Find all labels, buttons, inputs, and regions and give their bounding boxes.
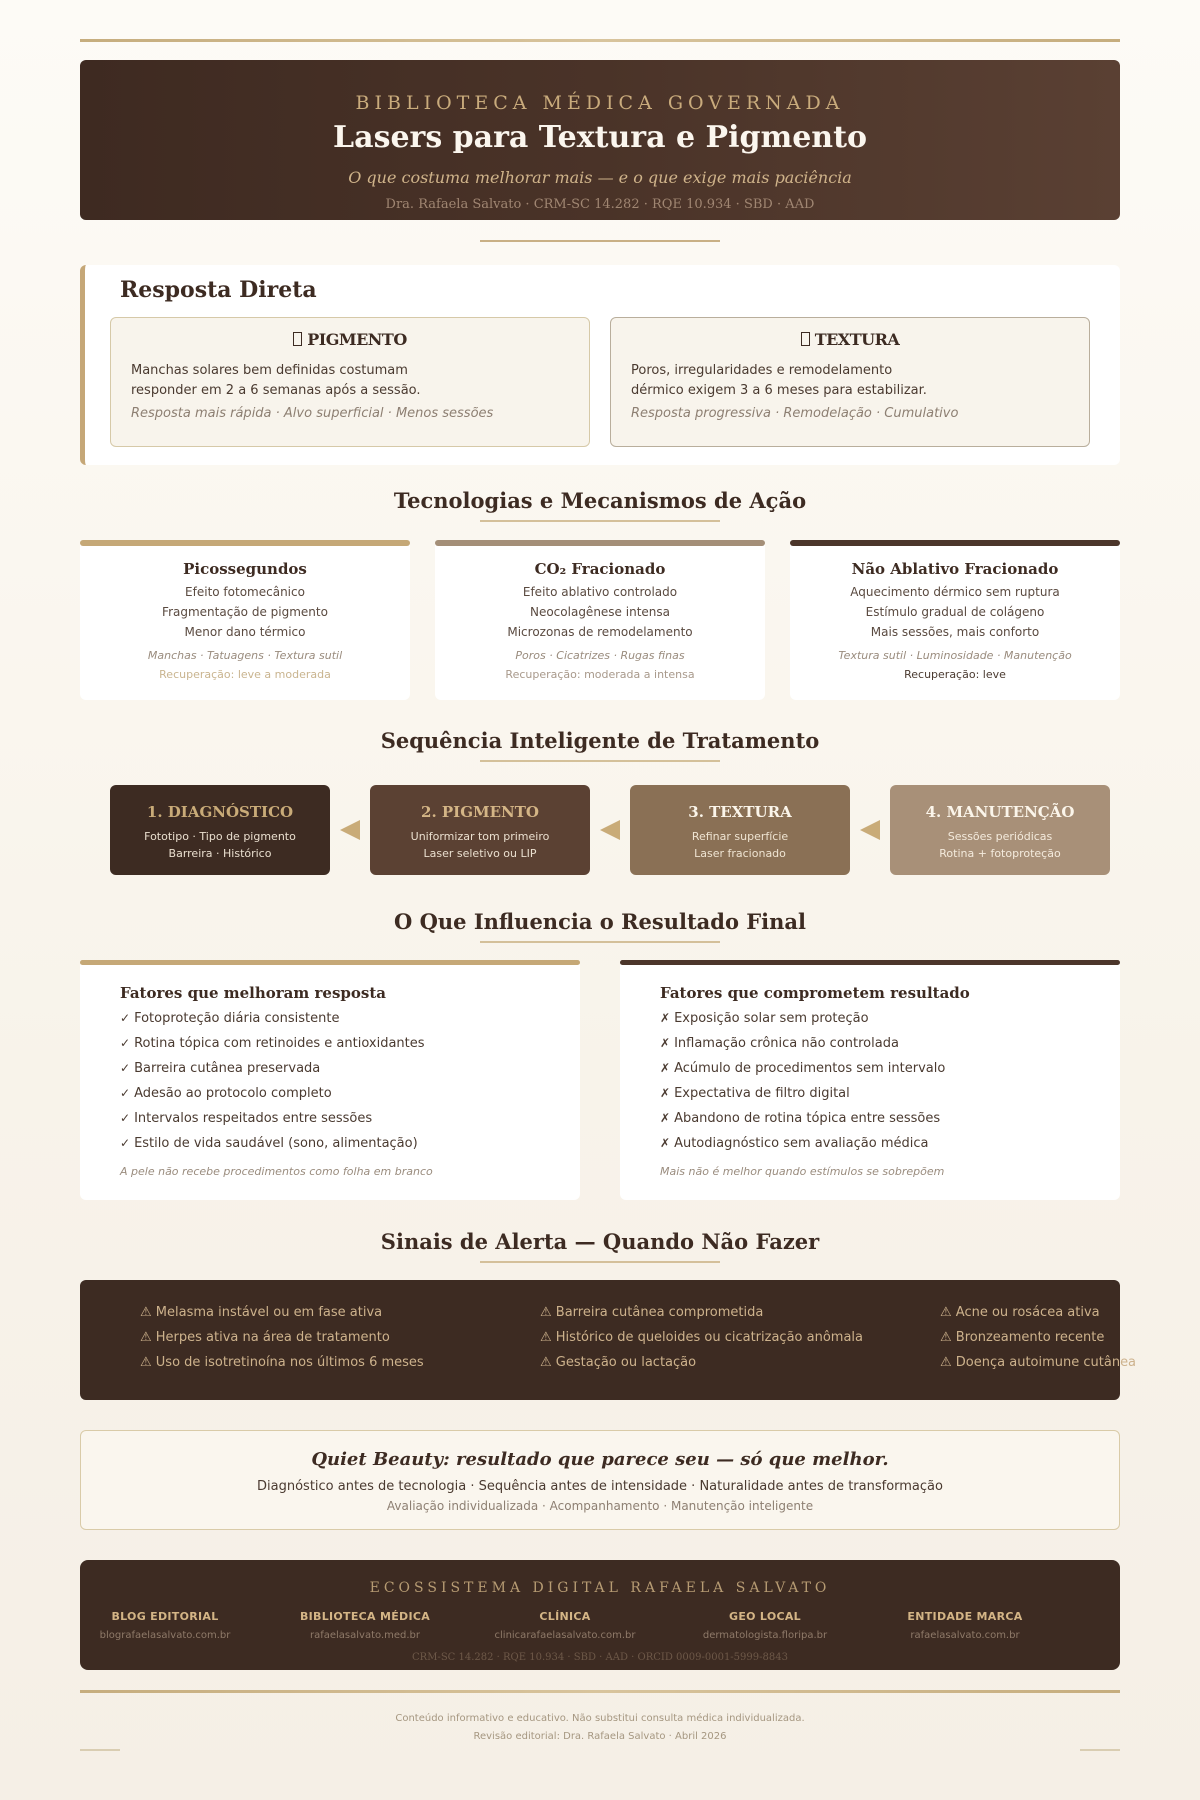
tech-card-mechanisms: [435, 582, 765, 642]
step-detail-line: Barreira · Histórico: [168, 847, 272, 860]
quiet-beauty-services: Avaliação individualizada · Acompanhamento · Manutenção inteligente: [386, 1499, 814, 1513]
negative-factor-list: [660, 1006, 1080, 1156]
factor-accent-bar: [80, 960, 580, 965]
step-detail-line: Laser seletivo ou LIP: [423, 847, 537, 860]
eco-link-biblioteca[interactable]: [265, 1610, 465, 1641]
hero-eyebrow: BIBLIOTECA MÉDICA GOVERNADA: [355, 92, 845, 114]
eco-link-label: BLOG EDITORIAL: [111, 1610, 219, 1623]
answer-card-heading: [631, 330, 1069, 349]
influences-title: O Que Influencia o Resultado Final: [393, 909, 807, 934]
factor-title: Fatores que comprometem resultado: [660, 984, 970, 1002]
tech-card-indications: Textura sutil · Luminosidade · Manutenção: [838, 649, 1072, 662]
step-title: 1. DIAGNÓSTICO: [146, 803, 294, 821]
answer-card-body: [631, 361, 1069, 401]
ecosystem-credentials: CRM-SC 14.282 · RQE 10.934 · SBD · AAD · ORCID 0009-0001-5999-8843: [412, 1652, 788, 1663]
factor-text: Inflamação crônica não controlada: [674, 1036, 899, 1051]
step-title: 2. PIGMENTO: [421, 803, 539, 821]
tech-card-name: Picossegundos: [183, 560, 307, 578]
hero-banner: [80, 60, 1120, 220]
arrow-left-icon: [600, 820, 620, 840]
step-details: [890, 828, 1110, 862]
revision-text: Revisão editorial: Dra. Rafaela Salvato · Abril 2026: [473, 1731, 727, 1742]
page-title: Lasers para Textura e Pigmento: [333, 120, 867, 155]
mechanism-line: Menor dano térmico: [184, 625, 306, 639]
list-item: [660, 1131, 1080, 1156]
step-details: [370, 828, 590, 862]
tech-card-mechanisms: [790, 582, 1120, 642]
mechanism-line: Efeito fotomecânico: [185, 585, 305, 599]
tech-card-name: CO₂ Fracionado: [534, 560, 666, 578]
corner-divider-left: [80, 1749, 120, 1751]
tech-card-indications: Poros · Cicatrizes · Rugas finas: [515, 649, 685, 662]
step-details: [110, 828, 330, 862]
tech-card-recovery: Recuperação: leve: [904, 668, 1006, 681]
factor-text: Intervalos respeitados entre sessões: [134, 1111, 373, 1126]
factor-text: Rotina tópica com retinoides e antioxidantes: [134, 1036, 425, 1051]
answer-card-pigmento: [110, 317, 590, 447]
alert-item: ⚠ Barreira cutânea comprometida: [540, 1305, 764, 1320]
quiet-beauty-title: Quiet Beauty: resultado que parece seu — só que melhor.: [311, 1449, 889, 1470]
answer-body-line: dérmico exigem 3 a 6 meses para estabilizar.: [631, 383, 927, 398]
disclaimer: [80, 1710, 1120, 1746]
section-divider: [480, 941, 720, 943]
quiet-beauty-banner: [80, 1430, 1120, 1530]
positive-factors-card: [80, 960, 580, 1200]
ecosystem-footer: [80, 1560, 1120, 1670]
check-icon: ✓: [120, 1011, 131, 1025]
alerts-panel: [80, 1280, 1137, 1400]
check-icon: ✓: [120, 1086, 131, 1100]
check-icon: ✓: [120, 1061, 131, 1075]
corner-divider-right: [1080, 1749, 1120, 1751]
section-divider: [480, 1261, 720, 1263]
factor-text: Fotoproteção diária consistente: [134, 1011, 340, 1026]
hero-divider: [480, 240, 720, 242]
tech-card-accent-bar: [435, 540, 765, 546]
sequence-title: Sequência Inteligente de Tratamento: [380, 728, 820, 753]
list-item: [660, 1031, 1080, 1056]
alert-item: ⚠ Histórico de queloides ou cicatrização anômala: [540, 1330, 864, 1345]
answer-body-line: responder em 2 a 6 semanas após a sessão.: [131, 383, 421, 398]
tech-card-name: Não Ablativo Fracionado: [851, 560, 1059, 578]
alert-item: ⚠ Gestação ou lactação: [540, 1355, 697, 1370]
bottom-divider: [80, 1690, 1120, 1693]
eco-link-blog[interactable]: [65, 1610, 265, 1641]
step-detail-line: Rotina + fotoproteção: [939, 847, 1061, 860]
negative-factors-card: [620, 960, 1120, 1200]
check-icon: ✓: [120, 1111, 131, 1125]
quiet-beauty-principles: Diagnóstico antes de tecnologia · Sequência antes de intensidade · Naturalidade antes de transformação: [257, 1479, 943, 1494]
mechanism-line: Neocolagênese intensa: [529, 605, 670, 619]
step-detail-line: Refinar superfície: [691, 830, 789, 843]
list-item: [120, 1081, 540, 1106]
tech-card-accent-bar: [80, 540, 410, 546]
answer-card-heading-label: PIGMENTO: [307, 330, 407, 349]
answer-body-line: Manchas solares bem definidas costumam: [131, 363, 408, 378]
check-icon: ✓: [120, 1136, 131, 1150]
missing-glyph-icon: [801, 332, 810, 346]
list-item: [660, 1056, 1080, 1081]
answer-card-tags: Resposta progressiva · Remodelação · Cumulativo: [631, 406, 959, 421]
factor-title: Fatores que melhoram resposta: [120, 984, 386, 1002]
answer-body-line: Poros, irregularidades e remodelamento: [631, 363, 893, 378]
tech-card-accent-bar: [790, 540, 1120, 546]
answer-card-tags: Resposta mais rápida · Alvo superficial · Menos sessões: [131, 406, 494, 421]
step-diagnostico: [110, 785, 330, 875]
list-item: [120, 1006, 540, 1031]
mechanism-line: Aquecimento dérmico sem ruptura: [850, 585, 1060, 599]
step-detail-line: Laser fracionado: [694, 847, 786, 860]
positive-factor-list: [120, 1006, 540, 1156]
tech-card-indications: Manchas · Tatuagens · Textura sutil: [147, 649, 343, 662]
step-textura: [630, 785, 850, 875]
list-item: [660, 1081, 1080, 1106]
top-divider: [80, 39, 1120, 42]
answer-card-textura: [610, 317, 1090, 447]
alerts-title: Sinais de Alerta — Quando Não Fazer: [380, 1229, 820, 1254]
tech-card-recovery: Recuperação: moderada a intensa: [505, 668, 695, 681]
alert-item: ⚠ Bronzeamento recente: [940, 1330, 1105, 1345]
eco-link-label: BIBLIOTECA MÉDICA: [299, 1610, 431, 1623]
alert-item: ⚠ Uso de isotretinoína nos últimos 6 meses: [140, 1355, 424, 1370]
tech-card-co2-fracionado: [435, 540, 765, 700]
step-detail-line: Fototipo · Tipo de pigmento: [144, 830, 296, 843]
step-title: 3. TEXTURA: [688, 803, 792, 821]
author-credentials: Dra. Rafaela Salvato · CRM-SC 14.282 · RQE 10.934 · SBD · AAD: [385, 197, 815, 212]
eco-link-url[interactable]: clinicarafaelasalvato.com.br: [494, 1630, 636, 1641]
factor-text: Acúmulo de procedimentos sem intervalo: [674, 1061, 946, 1076]
direct-answer-title: Resposta Direta: [120, 277, 317, 303]
answer-card-heading: [131, 330, 569, 349]
cross-icon: ✗: [660, 1011, 671, 1025]
list-item: [120, 1131, 540, 1156]
factor-note: A pele não recebe procedimentos como folha em branco: [120, 1165, 433, 1178]
factor-text: Exposição solar sem proteção: [674, 1011, 869, 1026]
eco-link-url[interactable]: rafaelasalvato.com.br: [910, 1630, 1020, 1641]
answer-card-heading-label: TEXTURA: [814, 330, 900, 349]
eco-link-label: ENTIDADE MARCA: [907, 1610, 1023, 1623]
mechanism-line: Mais sessões, mais conforto: [870, 625, 1040, 639]
eco-link-url[interactable]: dermatologista.floripa.br: [702, 1630, 828, 1641]
eco-link-url[interactable]: rafaelasalvato.med.br: [309, 1630, 421, 1641]
factor-text: Adesão ao protocolo completo: [134, 1086, 332, 1101]
check-icon: ✓: [120, 1036, 131, 1050]
tech-card-picossegundos: [80, 540, 410, 700]
step-detail-line: Sessões periódicas: [947, 830, 1053, 843]
list-item: [120, 1106, 540, 1131]
step-title: 4. MANUTENÇÃO: [925, 803, 1075, 821]
step-pigmento: [370, 785, 590, 875]
mechanism-line: Fragmentação de pigmento: [162, 605, 328, 619]
factor-text: Estilo de vida saudável (sono, alimentação): [134, 1136, 418, 1151]
eco-link-label: GEO LOCAL: [729, 1610, 801, 1623]
cross-icon: ✗: [660, 1111, 671, 1125]
alert-column: [940, 1300, 1136, 1375]
alert-item: ⚠ Herpes ativa na área de tratamento: [140, 1330, 390, 1345]
cross-icon: ✗: [660, 1086, 671, 1100]
step-details: [630, 828, 850, 862]
eco-link-clinica[interactable]: [465, 1610, 665, 1641]
factor-text: Abandono de rotina tópica entre sessões: [674, 1111, 941, 1126]
factor-text: Barreira cutânea preservada: [134, 1061, 321, 1076]
list-item: [120, 1056, 540, 1081]
alert-column: [140, 1300, 424, 1375]
alert-column: [540, 1300, 863, 1375]
answer-card-body: [131, 361, 569, 401]
cross-icon: ✗: [660, 1036, 671, 1050]
step-detail-line: Uniformizar tom primeiro: [410, 830, 550, 843]
eco-link-marca[interactable]: [865, 1610, 1065, 1641]
cross-icon: ✗: [660, 1061, 671, 1075]
list-item: [660, 1006, 1080, 1031]
ecosystem-title: ECOSSISTEMA DIGITAL RAFAELA SALVATO: [369, 1580, 831, 1596]
section-divider: [480, 760, 720, 762]
factor-text: Expectativa de filtro digital: [674, 1086, 850, 1101]
missing-glyph-icon: [293, 332, 302, 346]
disclaimer-text: Conteúdo informativo e educativo. Não substitui consulta médica individualizada.: [395, 1713, 805, 1724]
cross-icon: ✗: [660, 1136, 671, 1150]
factor-accent-bar: [620, 960, 1120, 965]
list-item: [120, 1031, 540, 1056]
tech-card-nao-ablativo: [790, 540, 1120, 700]
factor-text: Autodiagnóstico sem avaliação médica: [674, 1136, 929, 1151]
tech-card-mechanisms: [80, 582, 410, 642]
section-divider: [480, 520, 720, 522]
eco-link-url[interactable]: blografaelasalvato.com.br: [99, 1630, 231, 1641]
alert-item: ⚠ Doença autoimune cutânea: [940, 1355, 1137, 1370]
step-manutencao: [890, 785, 1110, 875]
hero-subtitle: O que costuma melhorar mais — e o que exige mais paciência: [348, 168, 852, 187]
mechanism-line: Efeito ablativo controlado: [522, 585, 678, 599]
list-item: [660, 1106, 1080, 1131]
tech-card-recovery: Recuperação: leve a moderada: [159, 668, 331, 681]
alert-item: ⚠ Acne ou rosácea ativa: [940, 1305, 1100, 1320]
arrow-left-icon: [860, 820, 880, 840]
eco-link-label: CLÍNICA: [539, 1610, 591, 1623]
direct-answer-section: [80, 265, 1120, 465]
arrow-left-icon: [340, 820, 360, 840]
mechanism-line: Estímulo gradual de colágeno: [865, 605, 1045, 619]
alert-item: ⚠ Melasma instável ou em fase ativa: [140, 1305, 383, 1320]
mechanism-line: Microzonas de remodelamento: [507, 625, 693, 639]
factor-note: Mais não é melhor quando estímulos se sobrepõem: [660, 1165, 945, 1178]
technologies-title: Tecnologias e Mecanismos de Ação: [393, 488, 807, 513]
eco-link-geo[interactable]: [665, 1610, 865, 1641]
